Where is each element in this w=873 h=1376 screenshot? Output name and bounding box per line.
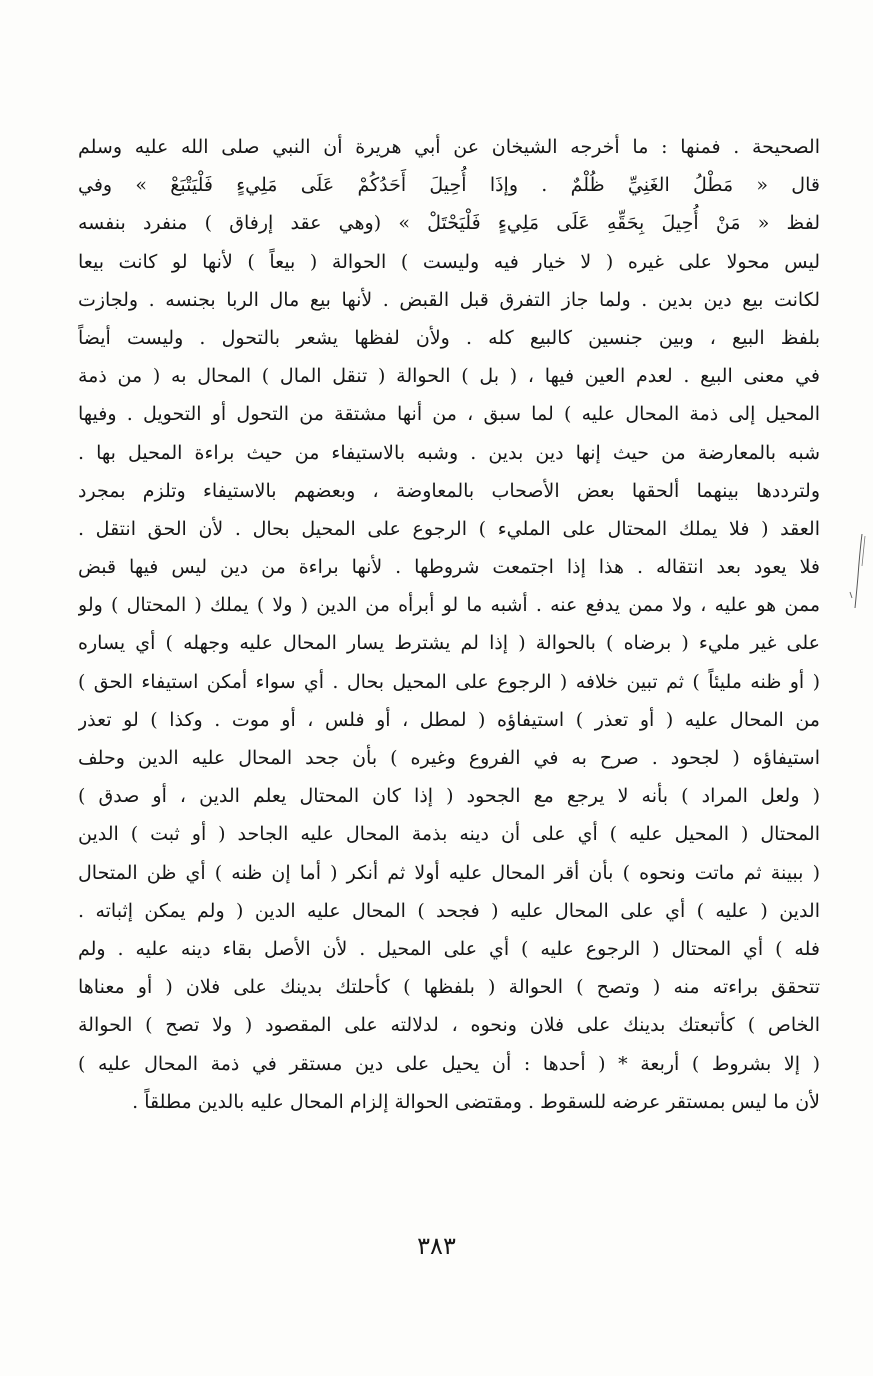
text-line: لكانت بيع دين بدين . ولما جاز التفرق قبل القبض . لأنها بيع مال الربا بجنسه . ولجازت xyxy=(78,288,820,311)
text-line: المحتال ( المحيل عليه ) أي على أن دينه بذمة المحال عليه الجاحد ( أو ثبت ) الدين xyxy=(78,823,820,846)
margin-pen-mark xyxy=(846,532,868,612)
text-line: ( ببينة ثم ماتت ونحوه ) بأن أقر المحال عليه أولا ثم أنكر ( أما إن ظنه ) أي ظن المتحال xyxy=(78,861,820,884)
text-line: في معنى البيع . لعدم العين فيها ، ( بل ) الحوالة ( تنقل المال ) المحال به ( من ذمة xyxy=(78,365,820,388)
text-line: ( أو ظنه مليئاً ) ثم تبين خلافه ( الرجوع على المحيل بحال . أي سواء أمكن استيفاء الحق ) xyxy=(78,670,820,693)
text-line: ( ولعل المراد ) بأنه لا يرجع مع الجحود ( إذا كان المحتال يعلم الدين ، أو صدق ) xyxy=(78,785,820,808)
text-line: فلا يعود بعد انتقاله . هذا إذا اجتمعت شروطها . لأنها براءة من دين ليس فيها قبض xyxy=(78,556,820,579)
text-line: لأن ما ليس بمستقر عرضه للسقوط . ومقتضى الحوالة إلزام المحال عليه بالدين مطلقاً . xyxy=(132,1090,820,1113)
text-line: الدين ( عليه ) أي على المحال عليه ( فجحد ) المحال عليه الدين ( ولم يمكن إثباته . xyxy=(78,899,820,922)
text-line: على غير مليء ( برضاه ) بالحوالة ( إذا لم يشترط يسار المحال عليه وجهله ) أي يساره xyxy=(78,632,820,655)
text-line: ( إلا بشروط ) أربعة * ( أحدها : أن يحيل على دين مستقر في ذمة المحال عليه ) xyxy=(78,1052,820,1075)
text-line: العقد ( فلا يملك المحتال على المليء ) الرجوع على المحيل بحال . لأن الحق انتقل . xyxy=(78,517,820,540)
text-line: ولترددها بينهما ألحقها بعض الأصحاب بالمعاوضة ، وبعضهم بالاستيفاء وتلزم بمجرد xyxy=(78,479,820,502)
text-line: قال « مَطْلُ الغَنِيِّ ظُلْمٌ . وإذَا أُحِيلَ أَحَدُكُمْ عَلَى مَلِيءٍ فَلْيَتْبَعْ » وفي xyxy=(78,174,820,197)
text-line: ممن هو عليه ، ولا ممن يدفع عنه . أشبه ما لو أبرأه من الدين ( ولا ) يملك ( المحتال ) ولو xyxy=(78,594,820,617)
text-line: من المحال عليه ( أو تعذر ) استيفاؤه ( لمطل ، أو فلس ، أو موت . وكذا ) لو تعذر xyxy=(78,708,820,731)
text-line: فله ) أي المحتال ( الرجوع عليه ) أي على المحيل . لأن الأصل بقاء دينه عليه . ولم xyxy=(78,937,820,960)
text-line: ليس محولا على غيره ( لا خيار فيه وليست ) الحوالة ( بيعاً ) لأنها لو كانت بيعا xyxy=(78,250,820,273)
text-line: بلفظ البيع ، وبين جنسين كالبيع كله . ولأن لفظها يشعر بالتحول . وليست أيضاً xyxy=(78,326,820,349)
text-line: تتحقق براءته منه ( وتصح ) الحوالة ( بلفظها ) كأحلتك بدينك على فلان ( أو معناها xyxy=(78,976,820,999)
text-line: شبه بالمعارضة من حيث إنها دين بدين . وشبه بالاستيفاء من حيث براءة المحيل بها . xyxy=(78,441,820,464)
text-line: الصحيحة . فمنها : ما أخرجه الشيخان عن أبي هريرة أن النبي صلى الله عليه وسلم xyxy=(78,136,820,158)
text-line: استيفاؤه ( لجحود . صرح به في الفروع وغيره ) بأن جحد المحال عليه الدين وحلف xyxy=(78,747,820,769)
page-number: ٣٨٣ xyxy=(417,1232,456,1260)
body-text xyxy=(78,128,820,1121)
text-line: لفظ « مَنْ أُحِيلَ بِحَقِّهِ عَلَى مَلِيءٍ فَلْيَحْتَلْ » (وهي عقد إرفاق ) منفرد بنفسه xyxy=(78,212,820,235)
text-line: الخاص ) كأتبعتك بدينك على فلان ونحوه ، لدلالته على المقصود ( ولا تصح ) الحوالة xyxy=(78,1014,820,1037)
text-line: المحيل إلى ذمة المحال عليه ) لما سبق ، من أنها مشتقة من التحول أو التحويل . وفيها xyxy=(78,403,820,426)
